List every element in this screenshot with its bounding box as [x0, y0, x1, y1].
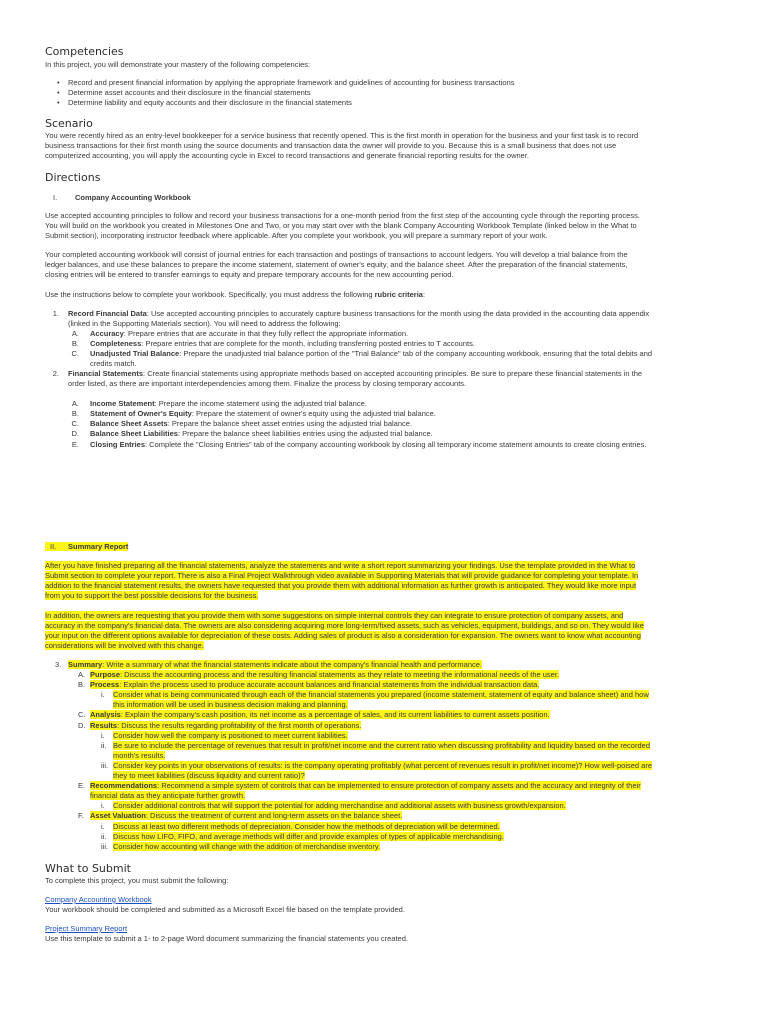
list-item: D. Results: Discuss the results regarding profitability of the first month of operations.: [78, 720, 362, 730]
list-item: • Record and present financial information by applying the appropriate framework and guidelines of accounting for business transactions: [45, 78, 723, 88]
directions-paragraph-1: Use accepted accounting principles to follow and record your business transactions for a one-month period from the first step of the accounting cycle through the reporting process. You will build on the workbook you created in Milestones One and Two, or you may start over with the blank Company Accounting Workbook Template (linked below in the What to Submit section), incorporating instructor feedback where applicable. After you complete your workbook, you will prepare a summary report of your work.: [45, 211, 640, 241]
list-item: C. Unadjusted Trial Balance: Prepare the unadjusted trial balance portion of the "Trial Balance" tab of the company accounting workbook, ensuring that the total debits and: [71, 349, 653, 359]
competencies-heading: Competencies: [45, 45, 124, 58]
section-heading-summary-report: II. Summary Report: [45, 542, 128, 552]
workbook-description: Your workbook should be completed and submitted as a Microsoft Excel file based on the template provided.: [45, 905, 405, 914]
scenario-heading: Scenario: [45, 117, 93, 130]
directions-heading: Directions: [45, 171, 101, 184]
list-item: C. Analysis: Explain the company's cash position, its net income as a percentage of sales, and its current liabilities to current assets position.: [78, 710, 550, 720]
list-item: i. Consider additional controls that will support the potential for adding merchandise and additional assets with business growth/expansion.: [101, 801, 566, 811]
list-item: D. Balance Sheet Liabilities: Prepare the balance sheet liabilities entries using the adjusted trial balance.: [71, 429, 433, 439]
summary-paragraph-1: After you have finished preparing all the financial statements, analyze the statements and write a short report summarizing your findings. Use the template provided in the What to Submit section to complete your report. There is also a Final Project Walkthrough video available in Supporting Materials that will provide guidance for completing your template. In addition to the financial statement results, the owners have requested that you provide them with additional information as further growth is anticipated. They would like more input from you to support the best possible decisions for the business.: [45, 561, 639, 601]
criterion-summary: 3. Summary: Write a summary of what the financial statements indicate about the company's financial health and performance. A. Purpose: Discuss the accounting process and the resulting financial statements as they relate to meeting the informational needs of the user. B. Process: Explain the process used to produce accurate account balances and financial statements from the individual transaction data. i. Consider what is being communicated through each of the financial statements you prepared (income statement, statement of equity and balance sheet) and how this information will be used in business decision making and planning. C. Analysis: Explain the company's cash position, its net income as a percentage of sales, and its current liabilities to current assets position. D. Results: Discuss the results regarding profitability of the first month of operations. i. Consider how well the company is positioned to meet current liabilities. ii. Be sure to include the percentage of revenues that result in profit/net income and the current ratio when discussing profitability and liquidity based on the recorded month's results. iii. Consider key points in your observations of results: is the company operating profitably (what percent of revenues result in profit/net income)? How well-poised are they to meet liabilities (discuss liquidity and current ratio)? E. Recommendations: Recommend a simple system of controls that can be implemented to ensure protection of company assets and the accuracy and integrity of their financial data as they anticipate further growth. i. Consider additional controls that will support the potential for adding merchandise and additional assets with business growth/expansion. F. Asset Valuation: Discuss the treatment of current and long-term assets on the balance sheet. i. Discuss at least two different methods of depreciation. Consider how the methods of depreciation will be determined. ii. Discuss how LIFO, FIFO, and average methods will differ and provide examples of types of applicable merchandising. iii. Consider how accounting will change with the addition of merchandise inventory.: [45, 660, 723, 852]
directions-paragraph-2: Your completed accounting workbook will consist of journal entries for each transaction and postings of transactions to account ledgers. You will develop a trial balance from the ledger balances, and use these balances to prepare the income statement, statement of owner's equity, and the balance sheet. After the preparation of the financial statements, closing entries will be entered to transfer earnings to equity and prepare temporary accounts for the new accounting period.: [45, 250, 628, 280]
list-item: i. Consider how well the company is positioned to meet current liabilities.: [101, 730, 348, 740]
section-heading-workbook: I. Company Accounting Workbook: [53, 193, 191, 202]
criterion-financial-statements: 2. Financial Statements: Create financial statements using appropriate methods based on accepted accounting principles. Be sure to prepare these financial statements in the order listed, as there are important interdependencies among them. Finalize the process by closing temporary accounts. A. Income Statement: Prepare the income statement using the adjusted trial balance. B. Statement of Owner's Equity: Prepare the statement of owner's equity using the adjusted trial balance. C. Balance Sheet Assets: Prepare the balance sheet asset entries using the adjusted trial balance. D. Balance Sheet Liabilities: Prepare the balance sheet liabilities entries using the adjusted trial balance. E. Closing Entries: Complete the "Closing Entries" tab of the company accounting workbook by closing all temporary income statement amounts to create closing entries.: [45, 369, 723, 450]
list-item: • Determine liability and equity accounts and their disclosure in the financial statements: [45, 98, 723, 108]
list-item: B. Statement of Owner's Equity: Prepare the statement of owner's equity using the adjusted trial balance.: [71, 409, 436, 419]
list-item: A. Accuracy: Prepare entries that are accurate in that they fully reflect the appropriate information.: [71, 329, 409, 339]
project-summary-report-link[interactable]: Project Summary Report: [45, 924, 128, 933]
competencies-list: [45, 78, 723, 108]
list-item: iii. Consider key points in your observations of results: is the company operating profitably (what percent of revenues result in profit/net income)? How well-poised are: [101, 760, 653, 770]
company-accounting-workbook-link[interactable]: Company Accounting Workbook: [45, 895, 152, 904]
list-item: B. Completeness: Prepare entries that are complete for the month, including transferring posted entries to T accounts.: [71, 339, 475, 349]
list-item: i. Discuss at least two different methods of depreciation. Consider how the methods of depreciation will be determined.: [101, 821, 500, 831]
list-item: B. Process: Explain the process used to produce accurate account balances and financial statements from the individual transaction data.: [78, 680, 540, 690]
list-item: C. Balance Sheet Assets: Prepare the balance sheet asset entries using the adjusted trial balance.: [71, 419, 413, 429]
list-item: iii. Consider how accounting will change with the addition of merchandise inventory.: [101, 841, 381, 851]
list-item: A. Income Statement: Prepare the income statement using the adjusted trial balance.: [71, 399, 367, 409]
list-item: E. Recommendations: Recommend a simple system of controls that can be implemented to ensure protection of company assets and the accuracy and integrity of their: [78, 781, 641, 791]
list-item: E. Closing Entries: Complete the "Closing Entries" tab of the company accounting workbook by closing all temporary income statement amounts to create closing entries.: [71, 439, 647, 449]
scenario-text: You were recently hired as an entry-level bookkeeper for a service business that recently opened. This is the first month in operation for the business and your first task is to record business transactions for their first month using the source documents and transaction data the owner will provide to you. Because this is a small business that does not use computerized accounting, you will apply the accounting cycle in Excel to record transactions and generate financial reporting results for the owner.: [45, 131, 639, 161]
list-item: ii. Discuss how LIFO, FIFO, and average methods will differ and provide examples of types of applicable merchandising.: [101, 831, 504, 841]
summary-paragraph-2: In addition, the owners are requesting that you provide them with some suggestions on simple internal controls they can integrate to ensure protection of company assets, and accuracy in the company's financial data. The owners are also considering acquiring more long-term/fixed assets, such as vehicles, equipment, buildings, and so on. They would like your input on the different options available for depreciation of these costs. Adding sales of product is also a consideration for expansion. The owners want to know what accounting considerations will be involved with this change.: [45, 611, 644, 651]
list-item: A. Purpose: Discuss the accounting process and the resulting financial statements as they relate to meeting the informational needs of the user.: [78, 670, 560, 680]
submit-intro: To complete this project, you must submit the following:: [45, 876, 229, 885]
list-item: • Determine asset accounts and their disclosure in the financial statements: [45, 88, 723, 98]
list-item: F. Asset Valuation: Discuss the treatment of current and long-term assets on the balance sheet.: [78, 811, 403, 821]
summary-report-description: Use this template to submit a 1- to 2-page Word document summarizing the financial statements you created.: [45, 934, 408, 943]
competencies-intro: In this project, you will demonstrate your mastery of the following competencies:: [45, 60, 311, 69]
criterion-record-financial-data: 1. Record Financial Data: Use accepted accounting principles to accurately capture business transactions for the month using the data provided in the accounting data appendix (linked in the Supporting Materials section). You will need to address the following: A. Accuracy: Prepare entries that are accurate in that they fully reflect the appropriate information. B. Completeness: Prepare entries that are complete for the month, including transferring posted entries to T accounts. C. Unadjusted Trial Balance: Prepare the unadjusted trial balance portion of the "Trial Balance" tab of the company accounting workbook, ensuring that the total debits and credits match.: [45, 309, 723, 370]
list-item: i. Consider what is being communicated through each of the financial statements you prepared (income statement, statement of equity and balance sheet) and how: [101, 690, 649, 700]
what-to-submit-heading: What to Submit: [45, 862, 131, 875]
list-item: ii. Be sure to include the percentage of revenues that result in profit/net income and the current ratio when discussing profitability and liquidity based on the recorded: [101, 740, 650, 750]
directions-paragraph-3: Use the instructions below to complete your workbook. Specifically, you must address the following rubric criteria:: [45, 290, 426, 299]
